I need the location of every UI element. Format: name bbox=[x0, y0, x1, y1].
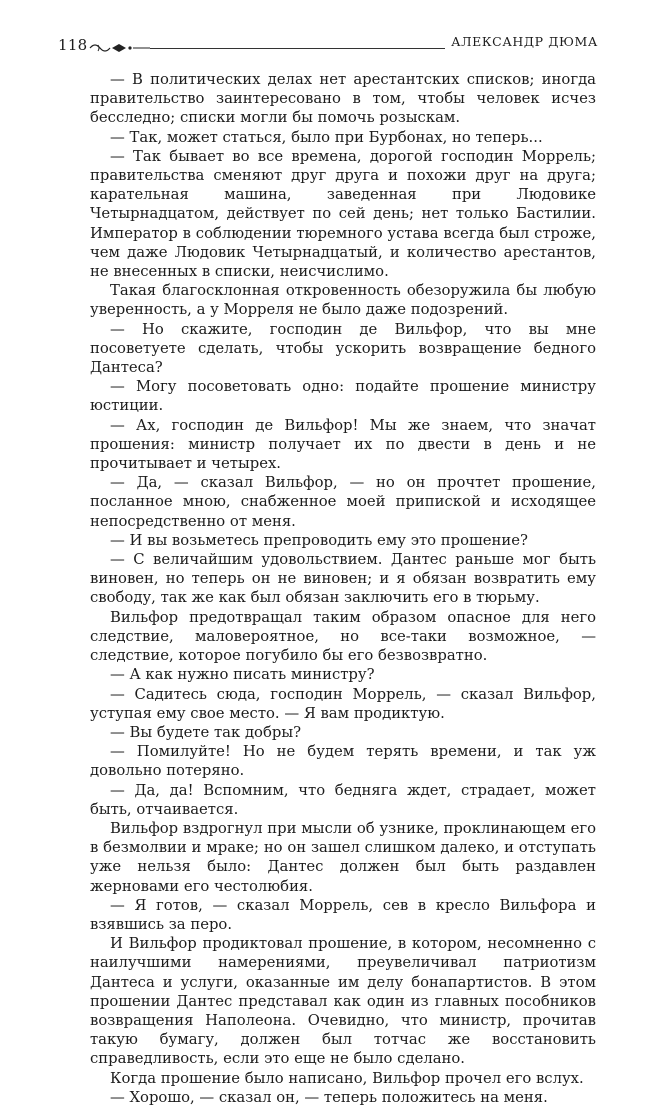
paragraph: — Помилуйте! Но не будем терять времени, и так уж довольно потеряно. bbox=[90, 743, 596, 780]
page-header bbox=[58, 34, 598, 56]
paragraph: — Но скажите, господин де Вильфор, что вы мне посоветуете сделать, чтобы ускорить возвращение бедного Дантеса? bbox=[90, 320, 596, 377]
ornament-icon bbox=[90, 41, 150, 55]
paragraph: — А как нужно писать министру? bbox=[110, 666, 375, 684]
paragraph: — Да, — сказал Вильфор, — но он прочтет прошение, посланное мною, снабженное моей припиской и исходящее непосредственно от меня. bbox=[90, 474, 596, 530]
paragraph: — Ах, господин де Вильфор! Мы же знаем, что значат прошения: министр получает их по двести в день и не прочитывает и четырех. bbox=[90, 416, 596, 473]
paragraph: — Вы будете так добры? bbox=[110, 723, 302, 741]
paragraph: — Могу посоветовать одно: подайте прошение министру юстиции. bbox=[90, 378, 596, 415]
paragraph: Вильфор вздрогнул при мысли об узнике, проклинающем его в безмолвии и мраке; но он зашел слишком далеко, и отступать уже нельзя было: Дантес должен был быть раздавлен жерновами его честолюбия. bbox=[90, 819, 596, 895]
paragraph: — Я готов, — сказал Моррель, сев в кресло Вильфора и взявшись за перо. bbox=[90, 896, 596, 933]
paragraph: — Так бывает во все времена, дорогой господин Моррель; правительства сменяют друг друга и похожи друг на друга; карательная машина, заведенная при Людовике Четырнадцатом, действует по сей день; нет только Бастилии. Император в соблюдении тюремного устава всегда был строже, чем даже Людовик Четырнадцатый, и количество арестантов, не внесенных в списки, неисчислимо. bbox=[90, 147, 596, 281]
paragraph: Когда прошение было написано, Вильфор прочел его вслух. bbox=[110, 1069, 584, 1087]
paragraph: Вильфор предотвращал таким образом опасное для него следствие, маловероятное, но все-таки возможное, — следствие, которое погубило бы его безвозвратно. bbox=[90, 608, 596, 665]
paragraph: — И вы возьметесь препроводить ему это прошение? bbox=[110, 531, 528, 549]
page-number: 118 bbox=[58, 36, 88, 54]
body-text bbox=[90, 70, 596, 1107]
paragraph: — В политических делах нет арестантских списков; иногда правительство заинтересовано в том, чтобы человек исчез бесследно; списки могли бы помочь розыскам. bbox=[90, 71, 596, 127]
paragraph: — Да, да! Вспомним, что бедняга ждет, страдает, может быть, отчаивается. bbox=[90, 781, 596, 818]
paragraph: Такая благосклонная откровенность обезоружила бы любую уверенность, а у Морреля не было даже подозрений. bbox=[90, 282, 596, 319]
paragraph: — Садитесь сюда, господин Моррель, — сказал Вильфор, уступая ему свое место. — Я вам продиктую. bbox=[90, 685, 596, 722]
paragraph: — Так, может статься, было при Бурбонах, но теперь... bbox=[110, 128, 543, 146]
running-title: АЛЕКСАНДР ДЮМА bbox=[445, 34, 598, 49]
paragraph: И Вильфор продиктовал прошение, в котором, несомненно с наилучшими намерениями, преувеличивал патриотизм Дантеса и услуги, оказанные им делу бонапартистов. В этом прошении Дантес представал как один из главных пособников возвращения Наполеона. Очевидно, что министр, прочитав такую бумагу, должен был тотчас же восстановить справедливость, если это еще не было сделано. bbox=[90, 935, 596, 1068]
paragraph: — С величайшим удовольствием. Дантес раньше мог быть виновен, но теперь он не виновен; и я обязан возвратить ему свободу, так же как был обязан заключить его в тюрьму. bbox=[90, 551, 596, 607]
paragraph: — Хорошо, — сказал он, — теперь положитесь на меня. bbox=[110, 1088, 548, 1106]
